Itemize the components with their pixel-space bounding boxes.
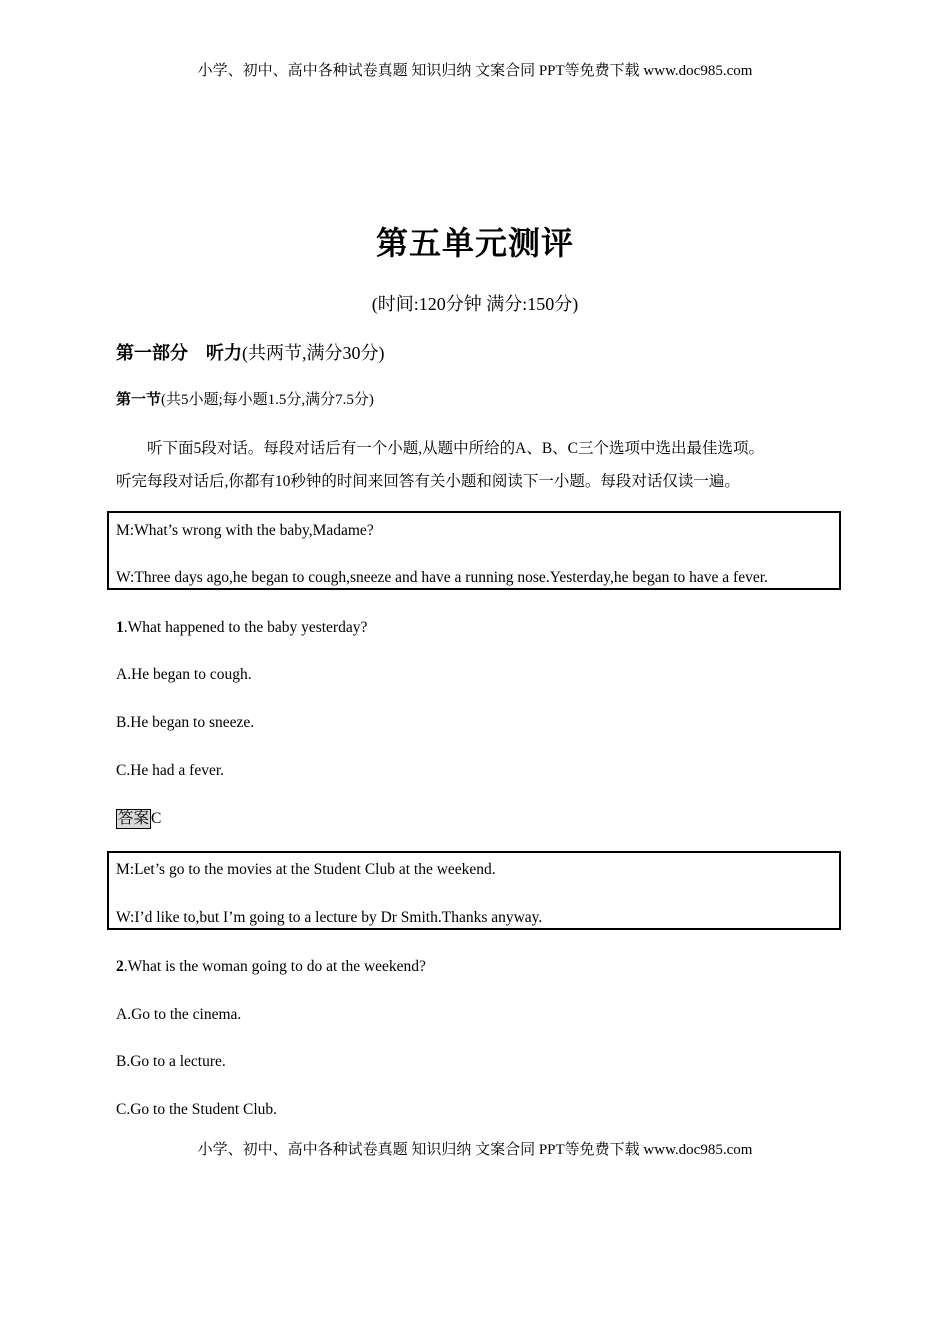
part-label: 第一部分 听力 (116, 343, 242, 363)
page-title: 第五单元测评 (375, 225, 574, 261)
instructions-line-2: 听完每段对话后,你都有10秒钟的时间来回答有关小题和阅读下一小题。每段对话仅读一遍。 (116, 473, 740, 490)
question-1-option-a: A.He began to cough. (116, 666, 252, 683)
dialogue-box-1 (107, 511, 841, 590)
section-heading (116, 388, 374, 409)
question-1-number: 1 (116, 619, 124, 636)
question-2-stem: .What is the woman going to do at the weekend? (123, 958, 426, 975)
instructions-line-1: 听下面5段对话。每段对话后有一个小题,从题中所给的A、B、C三个选项中选出最佳选项。 (116, 440, 764, 457)
question-1-option-b: B.He began to sneeze. (116, 714, 255, 731)
answer-tag: 答案 (118, 810, 150, 827)
page-header: 小学、初中、高中各种试卷真题 知识归纳 文案合同 PPT等免费下载 www.doc985.com (197, 63, 753, 79)
section-detail: (共5小题;每小题1.5分,满分7.5分) (161, 392, 374, 408)
dialogue-1-line-m: M:What’s wrong with the baby,Madame? (116, 522, 374, 539)
part-heading (116, 339, 385, 365)
question-2-option-a: A.Go to the cinema. (116, 1006, 242, 1023)
dialogue-2-line-w: W:I’d like to,but I’m going to a lecture by Dr Smith.Thanks anyway. (116, 909, 543, 926)
question-1-answer-value: C (151, 810, 162, 827)
exam-time-score: (时间:120分钟 满分:150分) (371, 294, 579, 314)
question-2-number: 2 (116, 958, 124, 975)
question-2 (116, 958, 426, 976)
question-2-option-b: B.Go to a lecture. (116, 1053, 226, 1070)
question-1-answer (116, 809, 161, 829)
page-footer: 小学、初中、高中各种试卷真题 知识归纳 文案合同 PPT等免费下载 www.doc985.com (197, 1142, 753, 1158)
dialogue-1-line-w: W:Three days ago,he began to cough,sneeze and have a running nose.Yesterday,he began to have a fever. (116, 569, 768, 586)
question-1 (116, 619, 367, 637)
question-1-option-c: C.He had a fever. (116, 762, 225, 779)
section-label: 第一节 (116, 392, 162, 408)
dialogue-2-line-m: M:Let’s go to the movies at the Student Club at the weekend. (116, 861, 496, 878)
part-detail: (共两节,满分30分) (242, 343, 385, 363)
question-2-option-c: C.Go to the Student Club. (116, 1101, 278, 1118)
question-1-stem: .What happened to the baby yesterday? (123, 619, 368, 636)
dialogue-box-2 (107, 851, 841, 930)
